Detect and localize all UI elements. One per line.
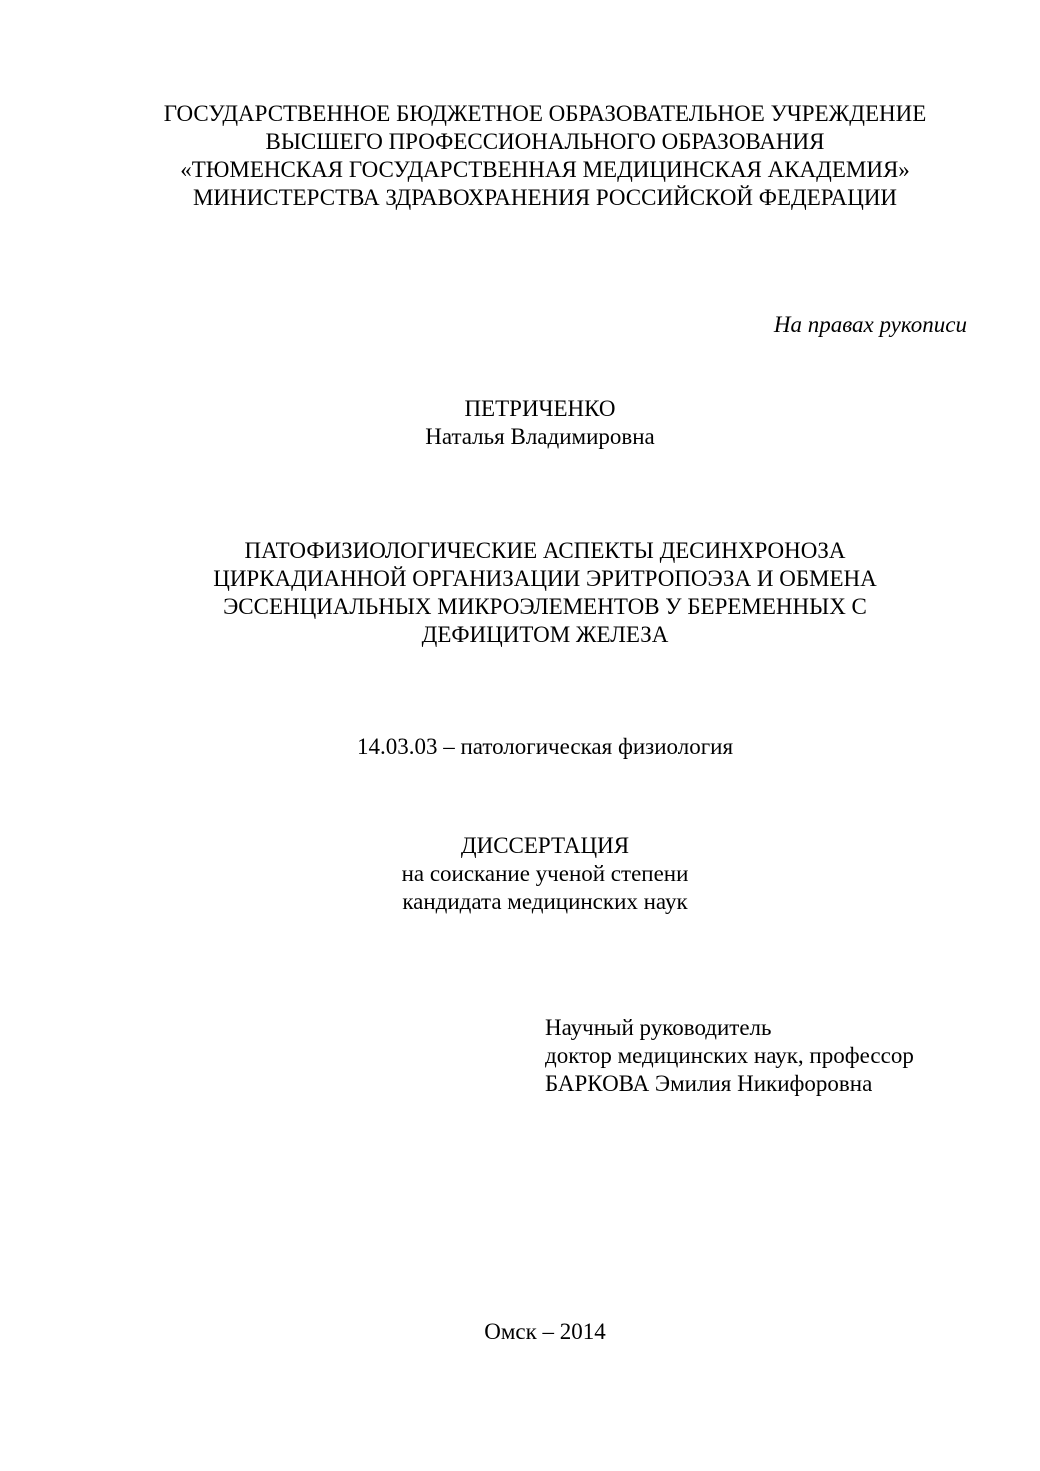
title-line: ПАТОФИЗИОЛОГИЧЕСКИЕ АСПЕКТЫ ДЕСИНХРОНОЗА — [244, 538, 846, 563]
institution-line: ГОСУДАРСТВЕННОЕ БЮДЖЕТНОЕ ОБРАЗОВАТЕЛЬНОЕ УЧРЕЖДЕНИЕ — [163, 101, 927, 126]
degree-type: ДИССЕРТАЦИЯ — [460, 833, 630, 858]
supervisor-block — [545, 1014, 914, 1098]
specialty-code — [25, 733, 1040, 761]
author-block — [20, 395, 1040, 451]
supervisor-role: Научный руководитель — [545, 1015, 772, 1040]
manuscript-note: На правах рукописи — [773, 312, 967, 337]
title-line: ДЕФИЦИТОМ ЖЕЛЕЗА — [421, 622, 669, 647]
supervisor-name: БАРКОВА Эмилия Никифоровна — [545, 1071, 873, 1096]
institution-line: МИНИСТЕРСТВА ЗДРАВОХРАНЕНИЯ РОССИЙСКОЙ ФЕДЕРАЦИИ — [192, 185, 898, 210]
institution-line: «ТЮМЕНСКАЯ ГОСУДАРСТВЕННАЯ МЕДИЦИНСКАЯ АКАДЕМИЯ» — [180, 157, 910, 182]
author-name: Наталья Владимировна — [425, 424, 655, 449]
supervisor-rank: доктор медицинских наук, профессор — [545, 1043, 914, 1068]
dissertation-title — [25, 537, 1040, 649]
degree-purpose: на соискание ученой степени — [401, 861, 689, 886]
title-line: ЦИРКАДИАННОЙ ОРГАНИЗАЦИИ ЭРИТРОПОЭЗА И ОБМЕНА — [213, 566, 877, 591]
title-line: ЭССЕНЦИАЛЬНЫХ МИКРОЭЛЕМЕНТОВ У БЕРЕМЕННЫХ С — [223, 594, 867, 619]
place-year: Омск – 2014 — [484, 1319, 606, 1344]
institution-line: ВЫСШЕГО ПРОФЕССИОНАЛЬНОГО ОБРАЗОВАНИЯ — [265, 129, 825, 154]
place-year-footer — [25, 1318, 1040, 1346]
degree-level: кандидата медицинских наук — [402, 889, 688, 914]
author-surname: ПЕТРИЧЕНКО — [464, 396, 616, 421]
specialty-text: 14.03.03 – патологическая физиология — [356, 734, 734, 759]
degree-block — [25, 832, 1040, 916]
institution-header — [25, 100, 1040, 212]
